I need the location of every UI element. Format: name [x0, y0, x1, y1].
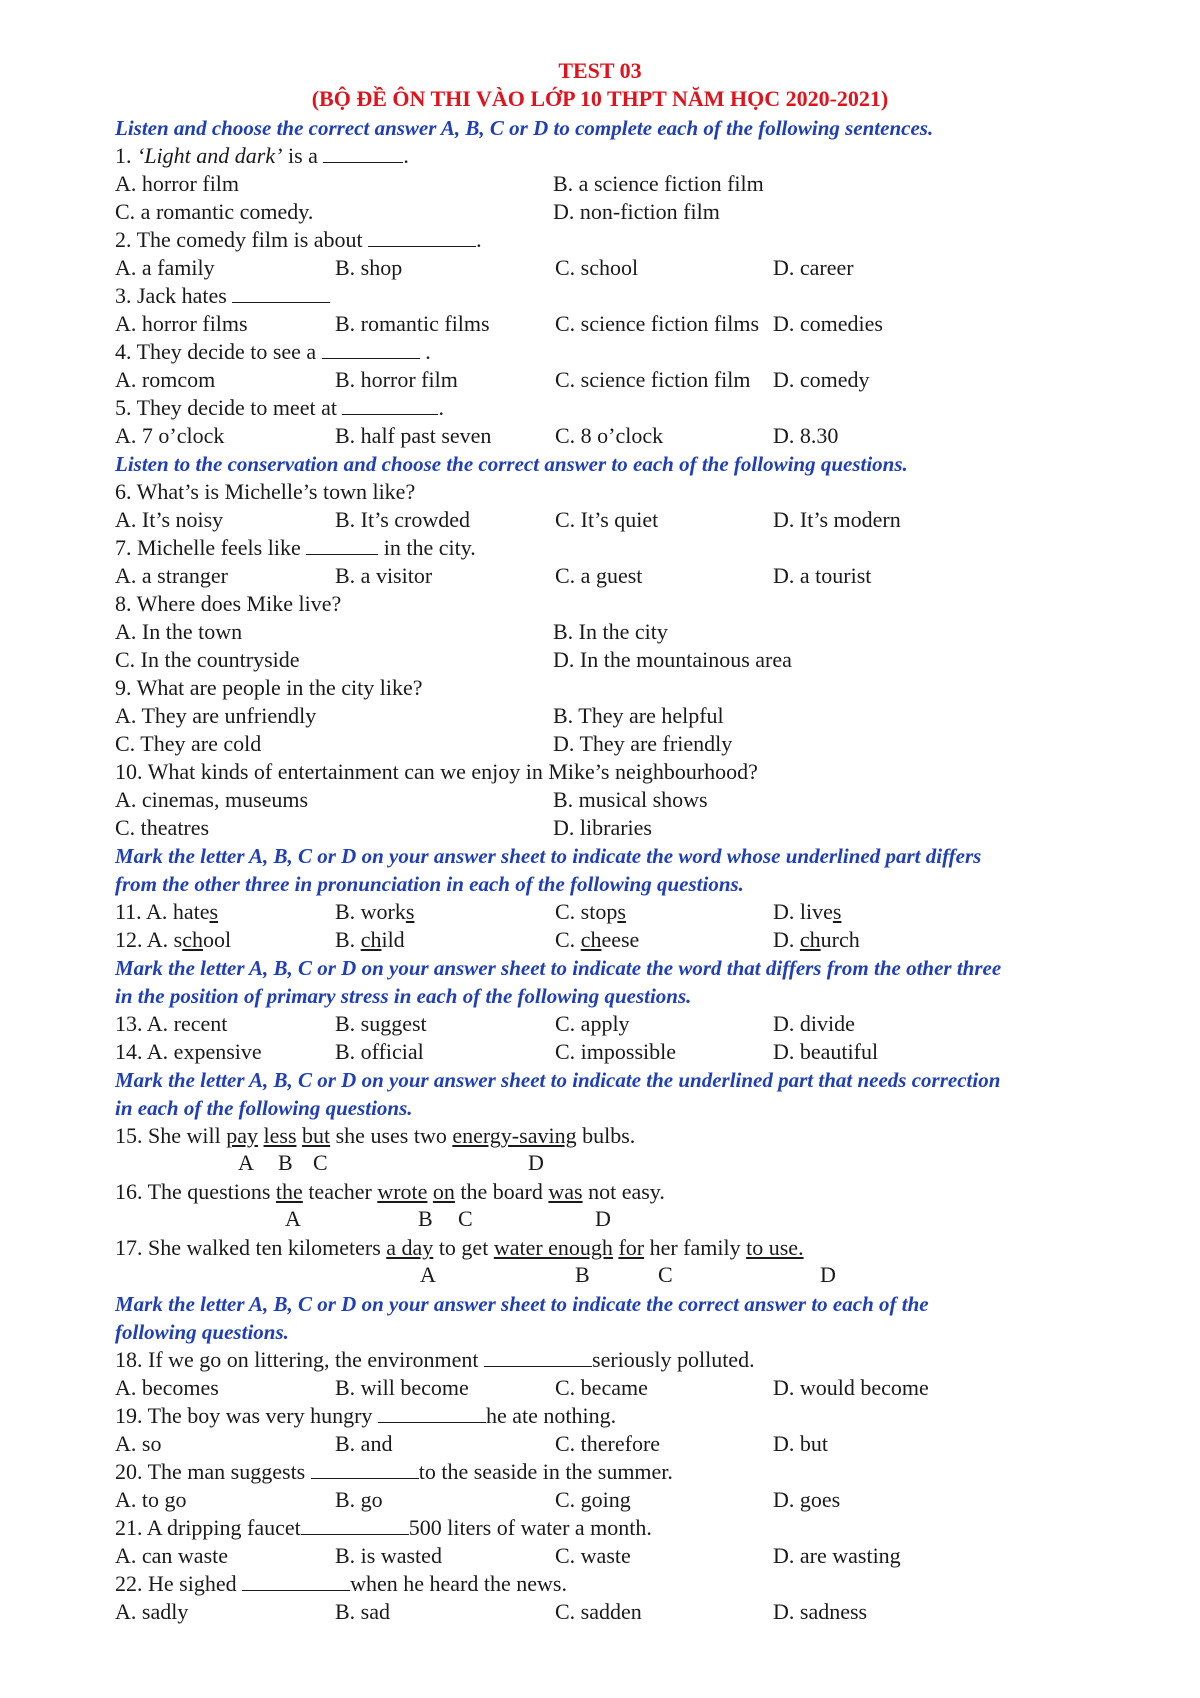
question-14-option-c: C. impossible	[555, 1039, 677, 1064]
section-instruction-5b: in each of the following questions.	[115, 1096, 413, 1120]
question-4: 4. They decide to see a .	[115, 339, 431, 364]
option-a: A. 7 o’clock	[115, 423, 225, 448]
option-a: A. It’s noisy	[115, 507, 224, 532]
option-c: C. They are cold	[115, 731, 262, 756]
option-d: D. They are friendly	[553, 731, 733, 756]
letter-c: C	[658, 1262, 673, 1287]
question-12-option-d: D. church	[773, 927, 860, 952]
answer-blank	[311, 1458, 419, 1479]
option-c: C. therefore	[555, 1431, 661, 1456]
question-6: 6. What’s is Michelle’s town like?	[115, 479, 416, 504]
answer-blank	[323, 142, 403, 163]
option-d: D. are wasting	[773, 1543, 901, 1568]
answer-blank	[368, 226, 476, 247]
option-b: B. will become	[335, 1375, 469, 1400]
question-20: 20. The man suggests to the seaside in the summer.	[115, 1459, 673, 1484]
option-d: D. would become	[773, 1375, 929, 1400]
question-11-option-d: D. lives	[773, 899, 842, 924]
option-b: B. go	[335, 1487, 383, 1512]
question-11-option-c: C. stops	[555, 899, 626, 924]
letter-a: A	[238, 1150, 254, 1175]
option-c: C. school	[555, 255, 639, 280]
answer-blank	[484, 1346, 592, 1367]
option-c: C. science fiction film	[555, 367, 751, 392]
question-17: 17. She walked ten kilometers a day to get water enough for her family to use.	[115, 1235, 804, 1260]
option-a: A. horror films	[115, 311, 248, 336]
question-18: 18. If we go on littering, the environment seriously polluted.	[115, 1347, 755, 1372]
option-b: B. They are helpful	[553, 703, 724, 728]
option-d: D. a tourist	[773, 563, 872, 588]
option-d: D. goes	[773, 1487, 841, 1512]
test-subtitle: (BỘ ĐỀ ÔN THI VÀO LỚP 10 THPT NĂM HỌC 2020-2021)	[311, 86, 889, 111]
option-c: C. In the countryside	[115, 647, 300, 672]
question-3: 3. Jack hates	[115, 282, 330, 310]
question-13-option-a: 13. A. recent	[115, 1011, 228, 1036]
section-instruction-4b: in the position of primary stress in each of the following questions.	[115, 984, 692, 1008]
option-d: D. In the mountainous area	[553, 647, 792, 672]
section-instruction-3a: Mark the letter A, B, C or D on your answer sheet to indicate the word whose underlined part differs	[115, 844, 982, 868]
question-13-option-b: B. suggest	[335, 1011, 427, 1036]
option-c: C. 8 o’clock	[555, 423, 664, 448]
option-b: B. In the city	[553, 619, 668, 644]
option-c: C. It’s quiet	[555, 507, 659, 532]
option-a: A. In the town	[115, 619, 243, 644]
option-c: C. became	[555, 1375, 648, 1400]
option-d: D. It’s modern	[773, 507, 901, 532]
option-a: A. becomes	[115, 1375, 219, 1400]
option-b: B. a science fiction film	[553, 171, 764, 196]
question-19: 19. The boy was very hungry he ate nothing.	[115, 1403, 617, 1428]
question-9: 9. What are people in the city like?	[115, 675, 423, 700]
question-12-option-a: 12. A. school	[115, 927, 232, 952]
question-1: 1. ‘Light and dark’ is a .	[115, 143, 409, 168]
option-a: A. a stranger	[115, 563, 229, 588]
option-a: A. They are unfriendly	[115, 703, 317, 728]
letter-b: B	[418, 1206, 433, 1231]
option-b: B. sad	[335, 1599, 390, 1624]
option-a: A. horror film	[115, 171, 240, 196]
option-d: D. 8.30	[773, 423, 839, 448]
answer-blank	[322, 338, 420, 359]
question-7: 7. Michelle feels like in the city.	[115, 535, 476, 560]
option-b: B. shop	[335, 255, 403, 280]
section-instruction-5a: Mark the letter A, B, C or D on your answer sheet to indicate the underlined part that needs correction	[115, 1068, 1001, 1092]
answer-blank	[378, 1402, 486, 1423]
option-d: D. sadness	[773, 1599, 868, 1624]
question-12-option-b: B. child	[335, 927, 405, 952]
option-d: D. comedies	[773, 311, 883, 336]
option-b: B. romantic films	[335, 311, 490, 336]
letter-c: C	[313, 1150, 328, 1175]
option-c: C. science fiction films	[555, 311, 760, 336]
letter-c: C	[458, 1206, 473, 1231]
option-a: A. cinemas, museums	[115, 787, 309, 812]
answer-blank	[306, 534, 378, 555]
section-instruction-6a: Mark the letter A, B, C or D on your answer sheet to indicate the correct answer to each of the	[115, 1292, 929, 1316]
option-a: A. so	[115, 1431, 162, 1456]
question-13-option-d: D. divide	[773, 1011, 855, 1036]
section-instruction-1: Listen and choose the correct answer A, B, C or D to complete each of the following sentences.	[115, 116, 934, 140]
option-b: B. musical shows	[553, 787, 708, 812]
option-c: C. sadden	[555, 1599, 642, 1624]
option-d: D. comedy	[773, 367, 870, 392]
option-a: A. sadly	[115, 1599, 189, 1624]
letter-a: A	[285, 1206, 301, 1231]
option-b: B. horror film	[335, 367, 458, 392]
letter-d: D	[595, 1206, 611, 1231]
answer-blank	[232, 282, 330, 303]
question-11-option-a: 11. A. hates	[115, 899, 219, 924]
section-instruction-6b: following questions.	[115, 1320, 289, 1344]
question-15: 15. She will pay less but she uses two energy-saving bulbs.	[115, 1123, 636, 1148]
question-11-option-b: B. works	[335, 899, 415, 924]
question-13-option-c: C. apply	[555, 1011, 630, 1036]
option-c: C. a guest	[555, 563, 643, 588]
question-22: 22. He sighed when he heard the news.	[115, 1571, 567, 1596]
option-b: B. a visitor	[335, 563, 433, 588]
option-d: D. libraries	[553, 815, 652, 840]
question-14-option-a: 14. A. expensive	[115, 1039, 262, 1064]
option-a: A. a family	[115, 255, 215, 280]
option-a: A. can waste	[115, 1543, 229, 1568]
option-c: C. waste	[555, 1543, 631, 1568]
test-title: TEST 03	[558, 58, 642, 83]
letter-b: B	[278, 1150, 293, 1175]
option-d: D. career	[773, 255, 854, 280]
option-b: B. It’s crowded	[335, 507, 471, 532]
section-instruction-3b: from the other three in pronunciation in each of the following questions.	[115, 872, 744, 896]
option-c: C. a romantic comedy.	[115, 199, 314, 224]
section-instruction-2: Listen to the conservation and choose the correct answer to each of the following questions.	[115, 452, 908, 476]
option-b: B. and	[335, 1431, 393, 1456]
option-c: C. theatres	[115, 815, 210, 840]
letter-d: D	[528, 1150, 544, 1175]
letter-a: A	[420, 1262, 436, 1287]
answer-blank	[242, 1570, 350, 1591]
option-b: B. half past seven	[335, 423, 492, 448]
question-14-option-b: B. official	[335, 1039, 424, 1064]
option-d: D. non-fiction film	[553, 199, 720, 224]
option-c: C. going	[555, 1487, 631, 1512]
question-8: 8. Where does Mike live?	[115, 591, 342, 616]
question-14-option-d: D. beautiful	[773, 1039, 879, 1064]
answer-blank	[342, 394, 438, 415]
letter-b: B	[575, 1262, 590, 1287]
question-21: 21. A dripping faucet 500 liters of water a month.	[115, 1515, 652, 1540]
letter-d: D	[820, 1262, 836, 1287]
answer-blank	[301, 1514, 409, 1535]
question-12-option-c: C. cheese	[555, 927, 640, 952]
question-2: 2. The comedy film is about .	[115, 227, 482, 252]
question-10: 10. What kinds of entertainment can we enjoy in Mike’s neighbourhood?	[115, 759, 758, 784]
option-d: D. but	[773, 1431, 828, 1456]
question-5: 5. They decide to meet at .	[115, 395, 444, 420]
option-a: A. romcom	[115, 367, 216, 392]
option-b: B. is wasted	[335, 1543, 442, 1568]
option-a: A. to go	[115, 1487, 187, 1512]
question-16: 16. The questions the teacher wrote on the board was not easy.	[115, 1179, 665, 1204]
section-instruction-4a: Mark the letter A, B, C or D on your answer sheet to indicate the word that differs from the other three	[115, 956, 1002, 980]
